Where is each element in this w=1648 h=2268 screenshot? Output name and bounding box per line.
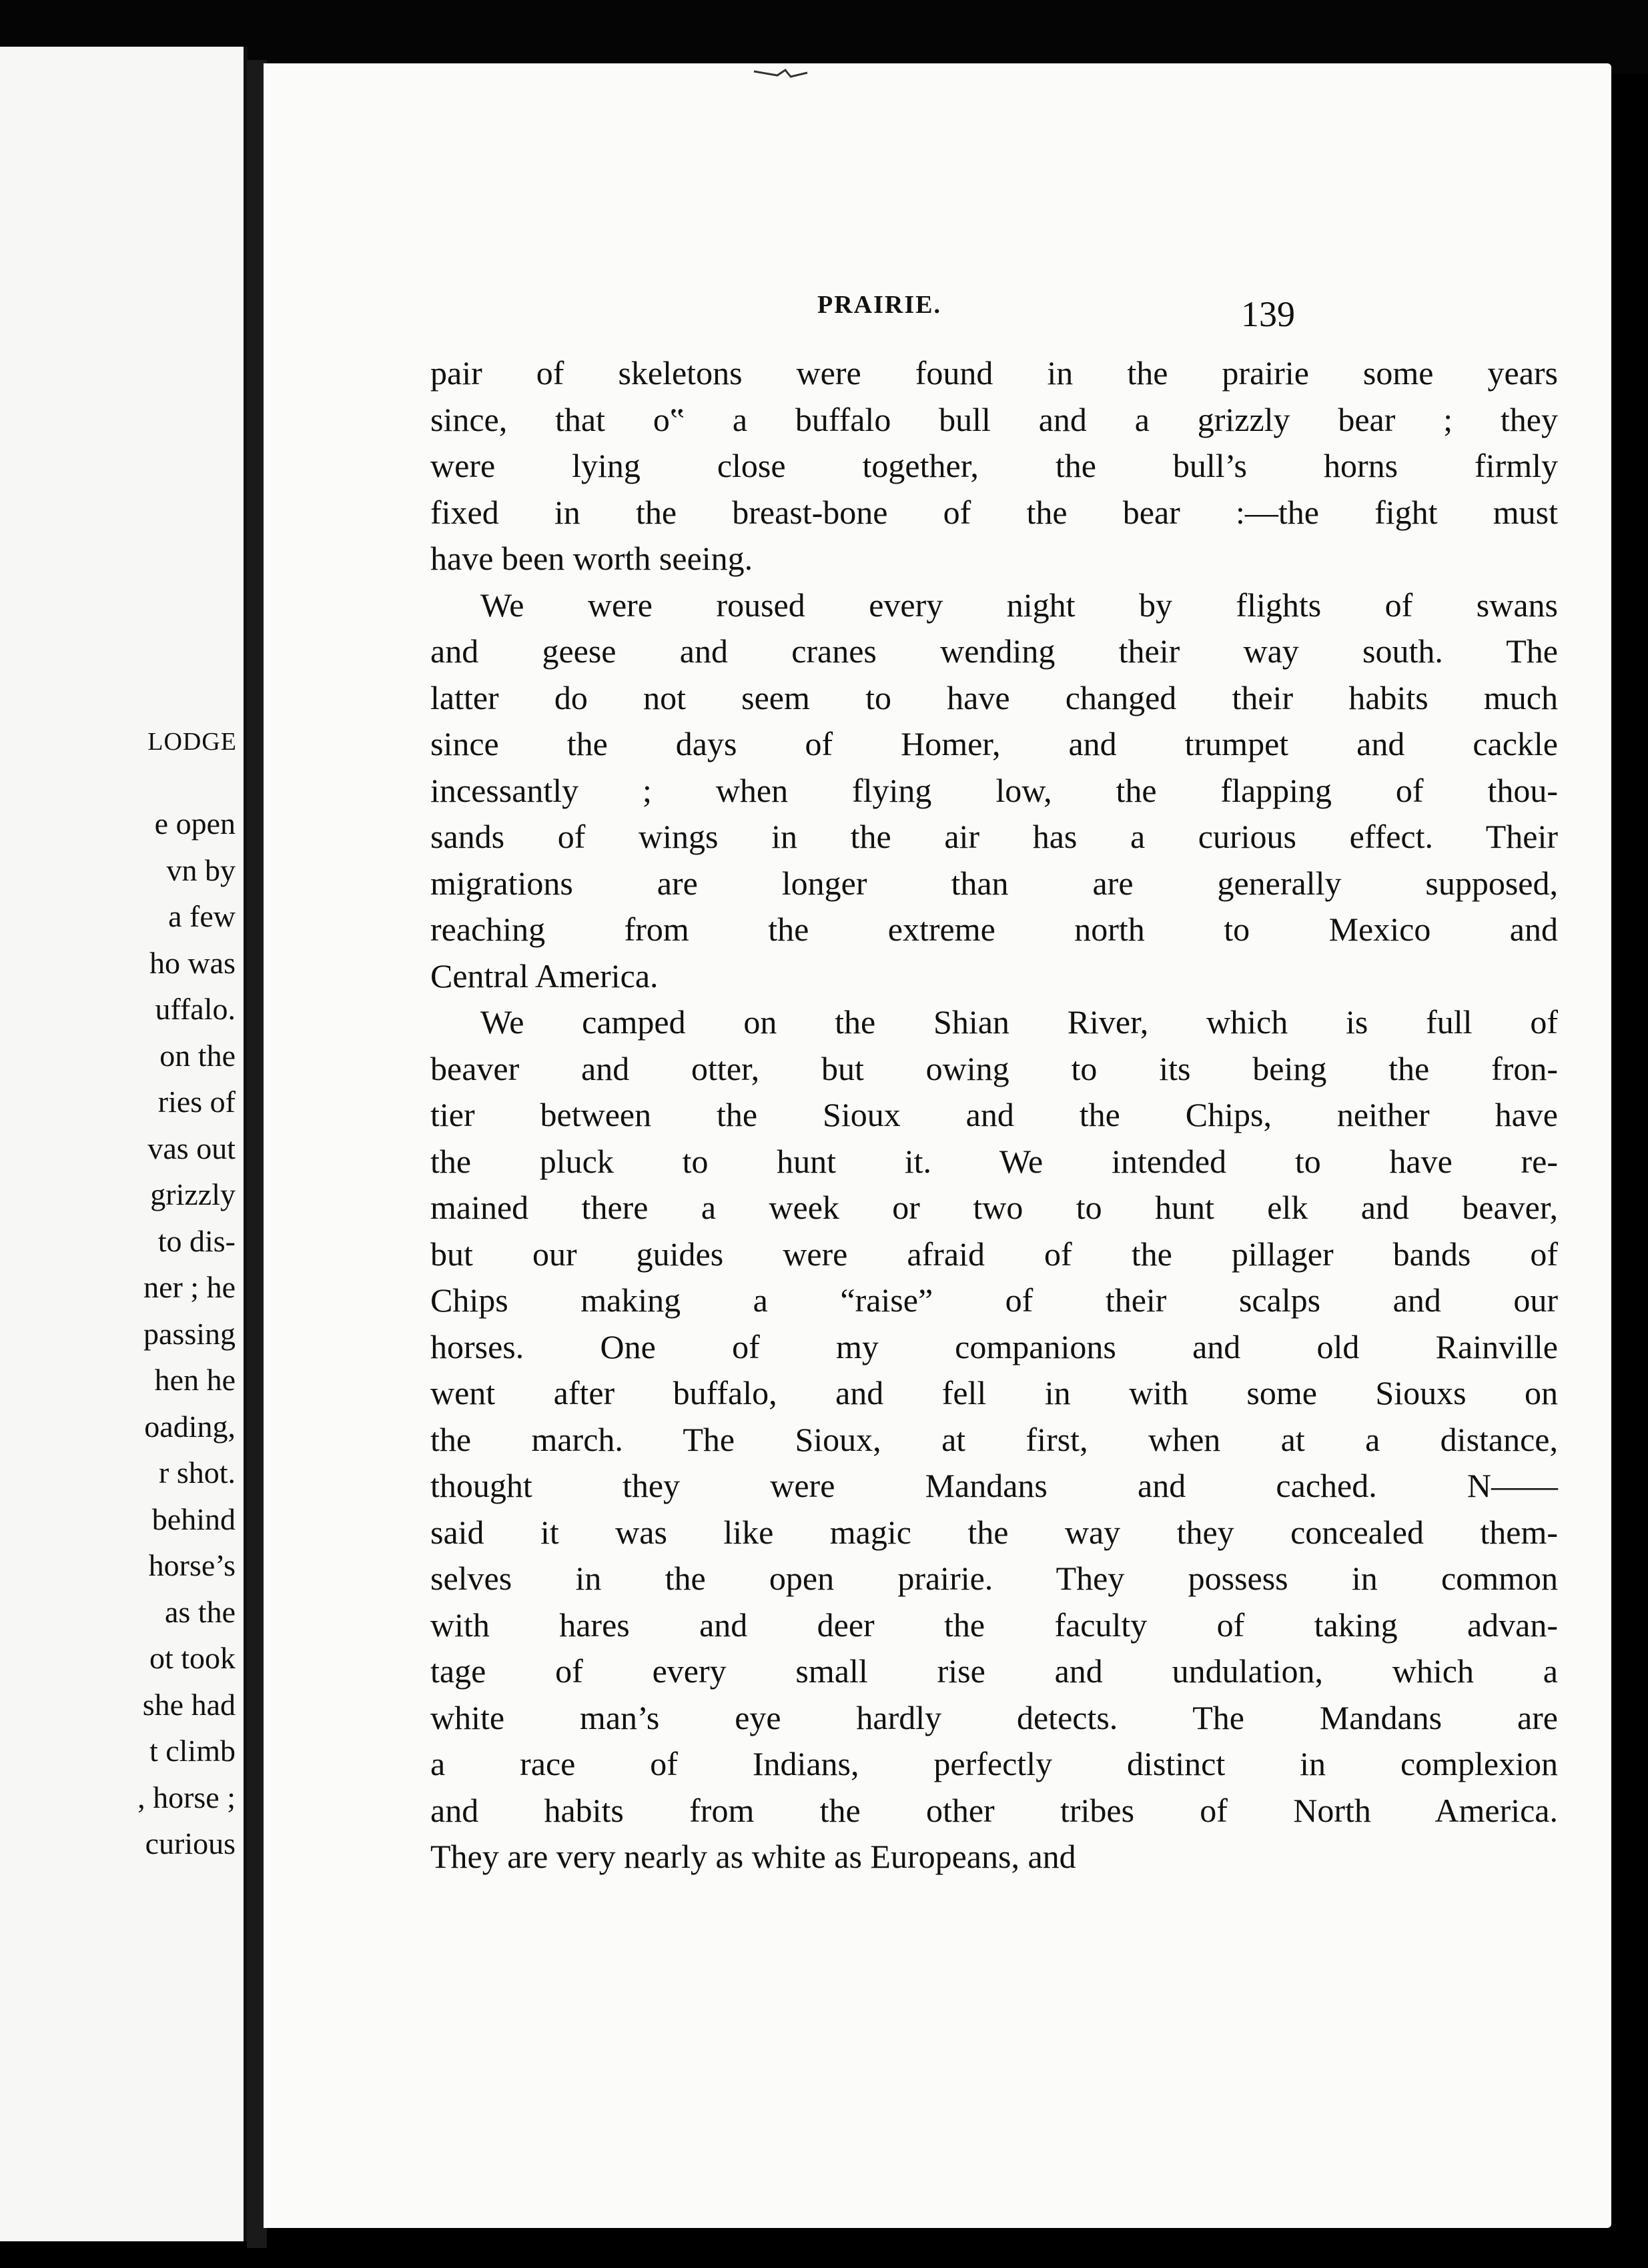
body-text xyxy=(430,350,1558,1880)
text-line: went after buffalo, and fell in with some Siouxs on xyxy=(430,1374,1558,1411)
left-text-fragment: curious xyxy=(145,1826,236,1860)
left-text-fragment: passing xyxy=(143,1316,236,1351)
text-line: white man’s eye hardly detects. The Mandans are xyxy=(430,1698,1558,1736)
left-text-fragment: horse’s xyxy=(148,1548,236,1582)
left-text-fragment: ner ; he xyxy=(143,1270,236,1304)
running-head: PRAIRIE. xyxy=(817,291,941,319)
text-line: Chips making a “raise” of their scalps and our xyxy=(430,1281,1558,1319)
left-text-fragment: behind xyxy=(151,1502,236,1536)
left-page xyxy=(0,47,248,2241)
left-text-fragment: ries of xyxy=(157,1085,236,1119)
left-text-fragment: ho was xyxy=(149,945,236,980)
text-line: since, that o‟ a buffalo bull and a grizzly bear ; they xyxy=(430,400,1558,438)
right-page xyxy=(264,63,1611,2228)
page-number: 139 xyxy=(1241,294,1295,334)
left-text-fragment: ot took xyxy=(149,1641,236,1675)
text-line: We camped on the Shian River, which is full of xyxy=(480,1003,1558,1041)
text-line: and habits from the other tribes of North America. xyxy=(430,1791,1558,1829)
text-line: tier between the Sioux and the Chips, neither have xyxy=(430,1096,1558,1133)
text-line: reaching from the extreme north to Mexico and xyxy=(430,911,1558,948)
text-line: fixed in the breast-bone of the bear :—the fight must xyxy=(430,493,1558,531)
left-text-fragment: on the xyxy=(159,1038,236,1073)
left-text-fragment: vas out xyxy=(147,1131,236,1165)
text-line: sands of wings in the air has a curious effect. Their xyxy=(430,818,1558,855)
left-text-fragment: , horse ; xyxy=(137,1780,236,1814)
text-line: and geese and cranes wending their way south. The xyxy=(430,632,1558,670)
left-text-fragment: hen he xyxy=(154,1363,236,1397)
left-text-fragment: uffalo. xyxy=(155,992,236,1026)
left-spacer xyxy=(0,720,236,800)
text-line: migrations are longer than are generally supposed, xyxy=(430,864,1558,902)
left-text-fragment: t climb xyxy=(149,1734,236,1768)
left-text-fragment: to dis- xyxy=(157,1223,236,1258)
text-line: tage of every small rise and undulation, which a xyxy=(430,1652,1558,1690)
text-line: selves in the open prairie. They possess in common xyxy=(430,1560,1558,1597)
left-text-fragment: she had xyxy=(142,1687,236,1722)
text-line: beaver and otter, but owing to its being the fron- xyxy=(430,1049,1558,1087)
left-text-fragment: oading, xyxy=(144,1409,236,1444)
left-running-head-fragment: LODGE xyxy=(147,728,237,756)
left-text-fragment: r shot. xyxy=(159,1456,236,1490)
text-line: incessantly ; when flying low, the flapping of thou- xyxy=(430,771,1558,809)
text-line: We were roused every night by flights of swans xyxy=(480,586,1558,624)
text-line: latter do not seem to have changed their habits much xyxy=(430,678,1558,716)
ink-mark-icon xyxy=(751,66,811,86)
text-line: since the days of Homer, and trumpet and cackle xyxy=(430,725,1558,762)
text-line: the pluck to hunt it. We intended to have re- xyxy=(430,1142,1558,1180)
text-line: horses. One of my companions and old Rainville xyxy=(430,1327,1558,1365)
left-page-text xyxy=(0,720,236,1867)
left-text-fragment: as the xyxy=(164,1594,236,1629)
text-line: but our guides were afraid of the pillager bands of xyxy=(430,1235,1558,1273)
text-line: have been worth seeing. xyxy=(430,540,753,577)
left-text-fragment: e open xyxy=(154,806,236,840)
text-line: Central America. xyxy=(430,957,659,995)
text-line: mained there a week or two to hunt elk and beaver, xyxy=(430,1189,1558,1226)
text-line: said it was like magic the way they concealed them- xyxy=(430,1513,1558,1551)
left-text-fragment: a few xyxy=(168,899,236,933)
text-line: with hares and deer the faculty of taking advan- xyxy=(430,1606,1558,1644)
left-text-fragment: vn by xyxy=(166,853,236,887)
text-line: thought they were Mandans and cached. N—— xyxy=(430,1467,1558,1504)
text-line: the march. The Sioux, at first, when at a distance, xyxy=(430,1420,1558,1458)
text-line: They are very nearly as white as Europeans, and xyxy=(430,1838,1076,1875)
text-line: pair of skeletons were found in the prairie some years xyxy=(430,354,1558,392)
text-line: were lying close together, the bull’s horns firmly xyxy=(430,447,1558,484)
text-line: a race of Indians, perfectly distinct in complexion xyxy=(430,1745,1558,1782)
left-text-fragment: grizzly xyxy=(150,1177,236,1211)
